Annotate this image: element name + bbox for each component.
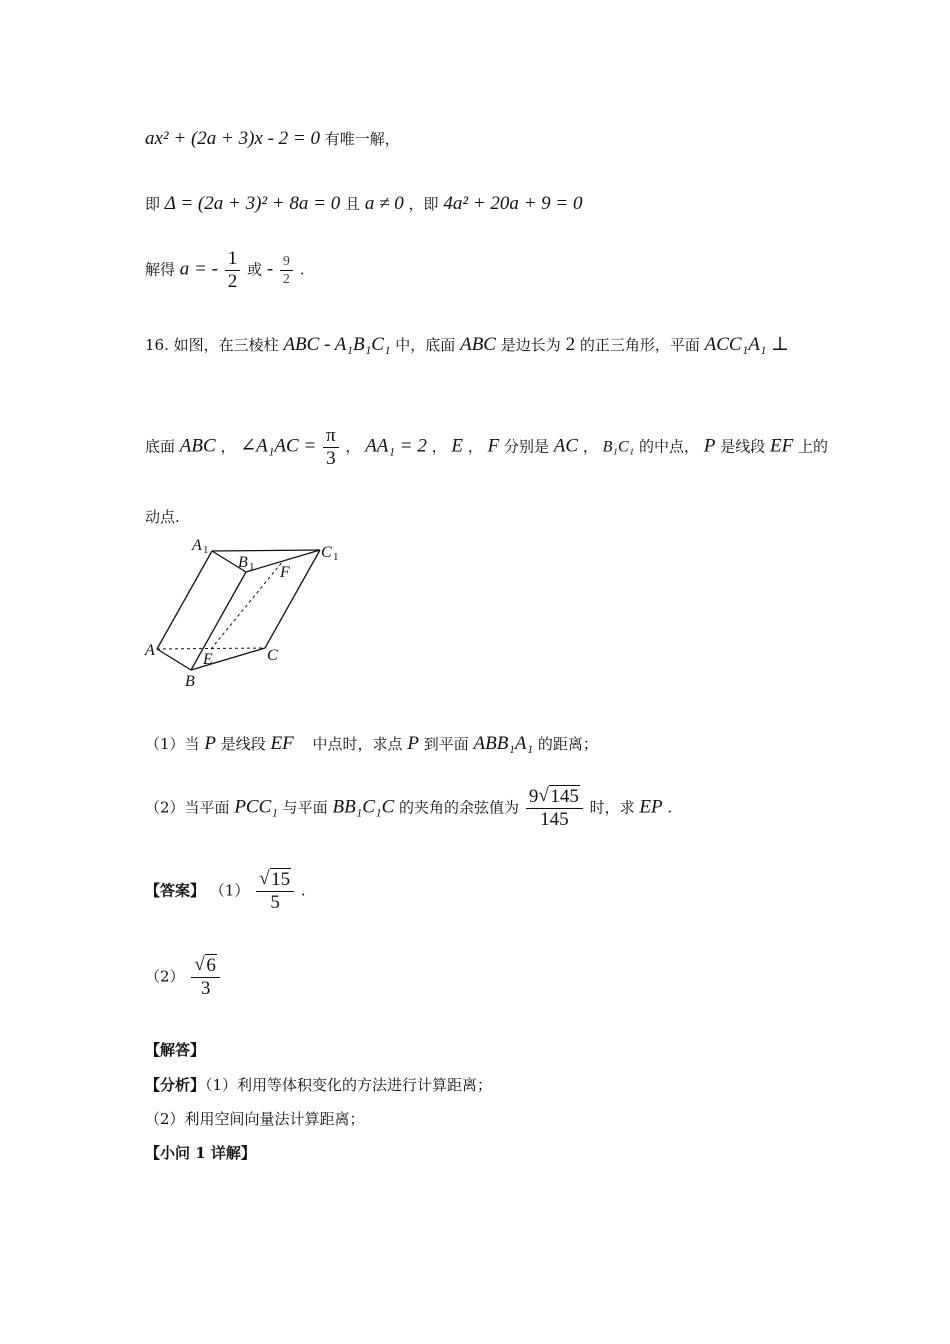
question-16-line-3: 动点.: [145, 508, 180, 526]
plane-name: ACC₁A₁ ⊥: [704, 334, 790, 355]
fraction-pi-3: $\frac{\pi}{3}$: [323, 425, 339, 470]
label-b1: B: [238, 554, 248, 571]
label-c: C: [267, 647, 278, 664]
part-1-question: （1）当 P 是线段 EF 中点时，求点 P 到平面 ABB₁A₁ 的距离；: [145, 733, 598, 754]
text: 且: [345, 195, 361, 213]
condition: a ≠ 0: [364, 193, 404, 214]
edge-c1c: [265, 550, 320, 648]
fraction-cosine: $\frac{9√ 145}{145}$: [526, 786, 583, 831]
edge-a1a: [157, 551, 212, 649]
solution-line-3: 解得 a = - $\frac{1}{2}$ 或 - $\frac{9}{2}$ .: [145, 248, 305, 292]
angle: ∠A₁AC =: [240, 435, 317, 457]
text: 解得: [145, 260, 176, 279]
answer-2: （2） √ $\frac{6}{3}$: [145, 955, 222, 1000]
minus: -: [266, 258, 274, 280]
discriminant-equation: Δ = (2a + 3)² + 8a = 0: [164, 193, 341, 214]
prism-name: ABC - A₁B₁C₁: [283, 334, 391, 355]
solution-line-1: [145, 128, 400, 150]
analysis-line-1: 【分析】（1）利用等体积变化的方法进行计算距离；: [145, 1076, 493, 1094]
solution-line-2: [145, 193, 583, 215]
section-xiaowen-1: 【小问 1 详解】: [145, 1144, 256, 1162]
analysis-line-2: （2）利用空间向量法计算距离；: [145, 1110, 365, 1128]
svg-text:1: 1: [249, 561, 255, 573]
part-2-question: （2）当平面 PCC₁ 与平面 BB₁C₁C 的夹角的余弦值为 $\frac{9√ 145}{145}$ 时，求 EP .: [145, 786, 672, 831]
label-b: B: [185, 673, 195, 690]
question-16-line-2: 底面 ABC ， ∠A₁AC = $\frac{\pi}{3}$ ， AA₁ = 2 ， E ， F 分别是 AC ， B₁C₁ 的中点， P 是线段 EF 上的: [145, 425, 829, 469]
quadratic-equation: 4a² + 20a + 9 = 0: [443, 193, 583, 214]
label-e: E: [203, 651, 213, 668]
label-a: A: [145, 642, 155, 659]
prism-figure: [140, 534, 350, 694]
label-f: F: [280, 564, 290, 581]
text: 或: [247, 260, 263, 279]
fraction-answer-1: √ $\frac{15}{5}$: [256, 869, 294, 914]
svg-text:1: 1: [333, 551, 339, 563]
question-number: 16.: [145, 336, 169, 354]
edge-a1c1: [212, 550, 320, 551]
edge-ab: [157, 649, 191, 670]
fraction-answer-2: √ $\frac{6}{3}$: [191, 955, 220, 1000]
edge-b1b: [191, 572, 246, 670]
answer-1: 【答案】 （1） √ $\frac{15}{5}$ .: [145, 869, 306, 914]
text: ，即: [408, 195, 439, 213]
section-jieda: 【解答】: [145, 1041, 206, 1059]
fraction-2: $\frac{9}{2}$: [280, 253, 293, 288]
text: 有唯一解，: [324, 130, 400, 148]
svg-text:1: 1: [203, 544, 209, 556]
equation: ax² + (2a + 3)x - 2 = 0: [145, 128, 321, 149]
label-c1: C: [321, 544, 332, 561]
question-16-line-1: 16. 如图，在三棱柱 ABC - A₁B₁C₁ 中，底面 ABC 是边长为 2 的正三角形，平面 ACC₁A₁ ⊥: [145, 334, 790, 355]
label-a1: A: [192, 537, 202, 554]
text: 即: [145, 195, 161, 213]
variable: a = -: [179, 258, 218, 280]
fraction-1: $\frac{1}{2}$: [225, 248, 241, 293]
